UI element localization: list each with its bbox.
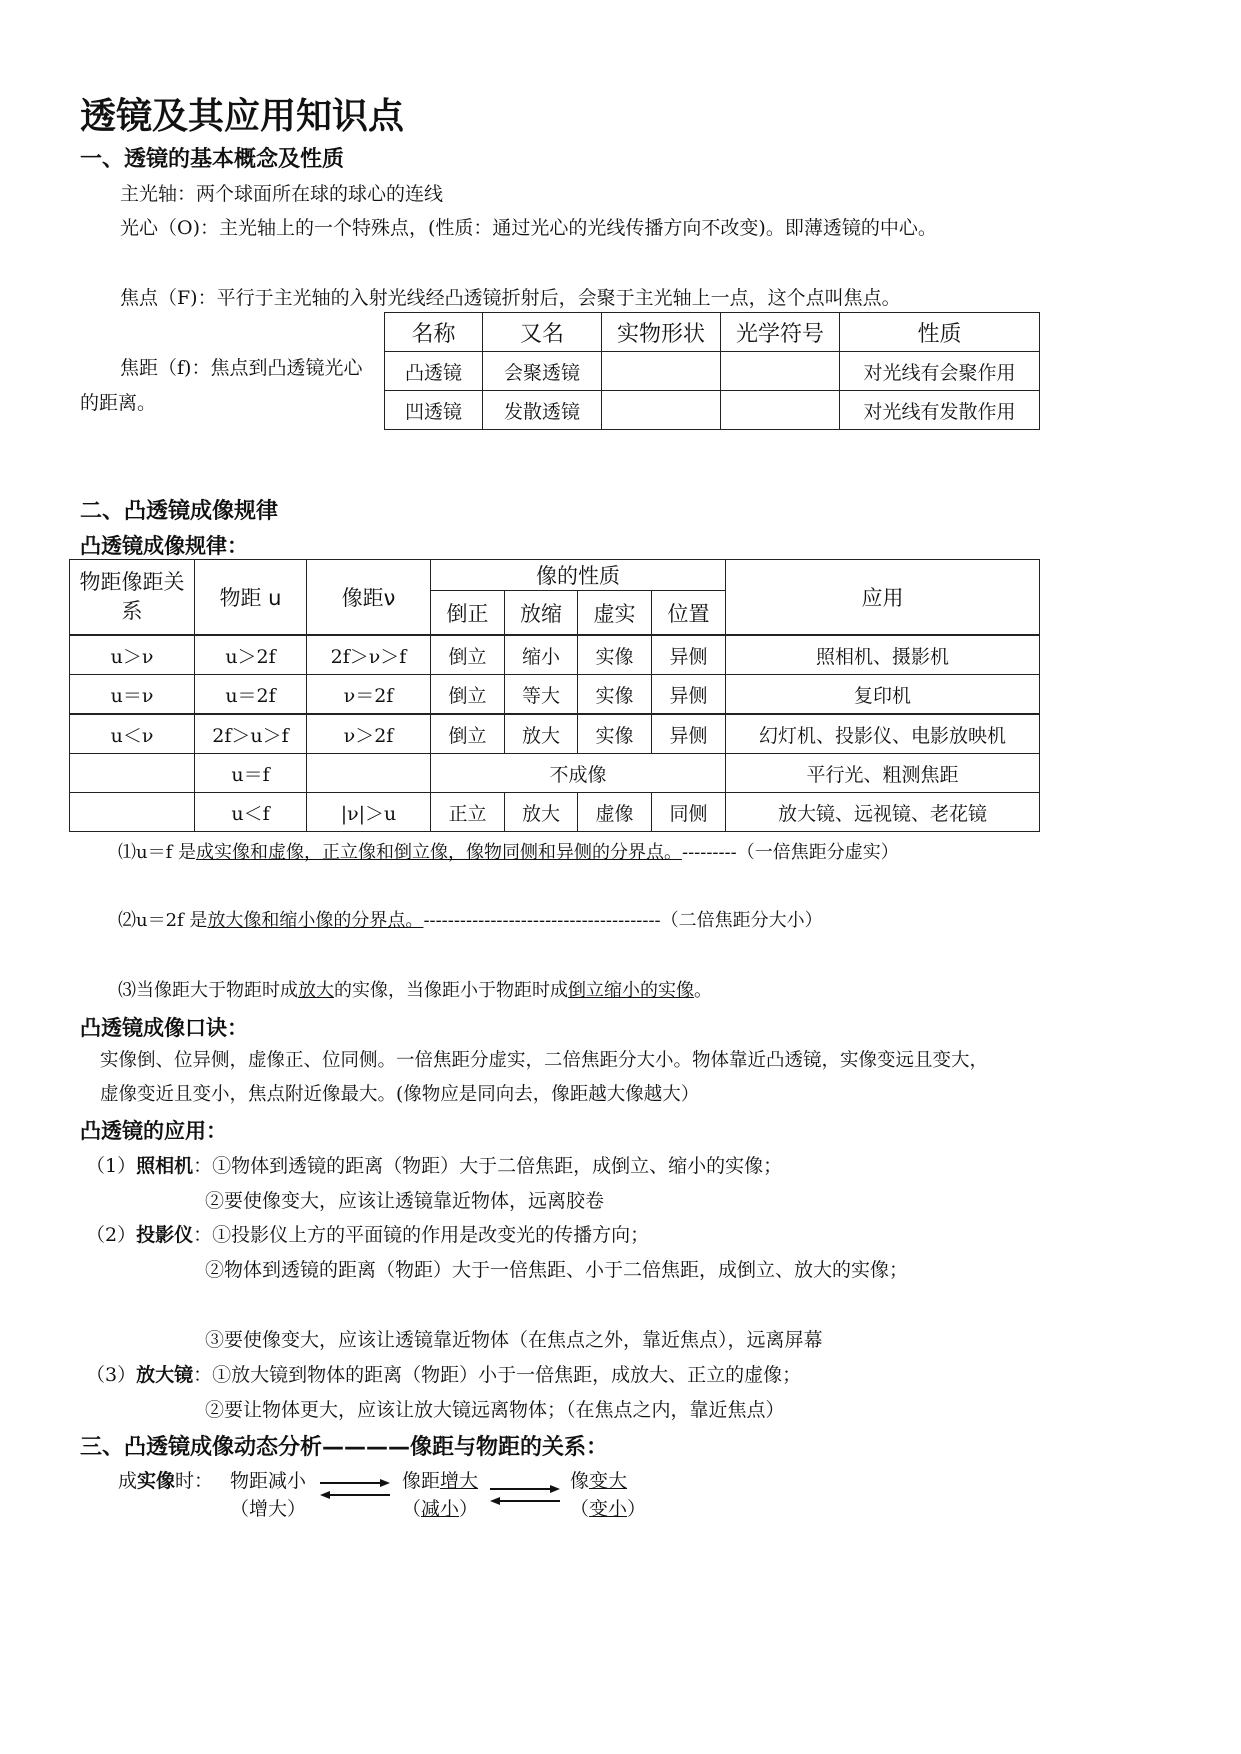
app-camera [86, 1151, 782, 1178]
table-cell: 异侧 [652, 635, 726, 675]
note-3 [118, 976, 712, 1002]
object-distance-decrease: 物距减小 [230, 1470, 307, 1492]
table-cell: 照相机、摄影机 [726, 635, 1040, 675]
table-cell [602, 352, 721, 391]
image-distance-label: 像距 [402, 1470, 441, 1492]
table-cell: 放大 [505, 793, 578, 832]
table-cell: u＝ν [70, 675, 195, 715]
table-cell: u＞2f [195, 635, 307, 675]
app-camera-line-2: ②要使像变大，应该让透镜靠近物体，远离胶卷 [205, 1190, 605, 1212]
table-cell: 不成像 [431, 754, 726, 793]
table-cell: 2f＞u＞f [195, 714, 307, 754]
table-row [385, 391, 1040, 430]
note-3-middle: 的实像，当像距小于物距时成 [334, 980, 568, 1001]
image-distance-decrease [402, 1494, 478, 1521]
table-cell: 幻灯机、投影仪、电影放映机 [726, 714, 1040, 754]
double-arrow-icon [318, 1476, 392, 1502]
app-magnifier [86, 1360, 801, 1387]
table-cell: u＝2f [195, 675, 307, 715]
table-cell: 实像 [578, 635, 652, 675]
lens-table-header: 又名 [483, 313, 602, 352]
app-projector-line-2: ②物体到透镜的距离（物距）大于一倍焦距、小于二倍焦距，成倒立、放大的实像； [205, 1259, 909, 1281]
applications-heading: 凸透镜的应用： [80, 1119, 227, 1143]
table-cell [70, 793, 195, 832]
dynamic-lead-c: 时： [175, 1470, 214, 1492]
image-size-decrease [570, 1494, 646, 1521]
table-row [70, 675, 1040, 715]
table-cell: 倒立 [431, 635, 505, 675]
optical-center-text: 光心（O)：主光轴上的一个特殊点，(性质：通过光心的光线传播方向不改变)。即薄透镜的中心。 [120, 217, 937, 239]
note-3-underlined-1: 放大 [298, 980, 334, 1001]
image-distance-decrease-word: 减小 [421, 1498, 460, 1520]
paren-close: ） [627, 1498, 647, 1520]
table-row [70, 635, 1040, 675]
table-cell: ν＞2f [307, 714, 431, 754]
table-cell [721, 352, 840, 391]
dynamic-lead-a: 成 [118, 1470, 138, 1492]
table-cell: 虚像 [578, 793, 652, 832]
table-cell: 对光线有发散作用 [840, 391, 1040, 430]
paren-open: （ [570, 1498, 590, 1520]
section-3-heading: 三、凸透镜成像动态分析————像距与物距的关系： [80, 1435, 609, 1460]
table-cell: 实像 [578, 675, 652, 715]
table-cell: 倒立 [431, 714, 505, 754]
table-cell: 对光线有会聚作用 [840, 352, 1040, 391]
subheader-orientation: 倒正 [431, 591, 505, 635]
note-1-tail: ---------（一倍焦距分虚实） [681, 842, 899, 863]
lens-table-header: 名称 [385, 313, 483, 352]
table-cell: 倒立 [431, 675, 505, 715]
header-object-distance: 物距 u [195, 560, 307, 636]
app-camera-line-1: ：①物体到透镜的距离（物距）大于二倍焦距，成倒立、缩小的实像； [193, 1155, 783, 1177]
table-cell: |ν|＞u [307, 793, 431, 832]
image-size-increase [570, 1466, 627, 1493]
subheader-position: 位置 [652, 591, 726, 635]
focal-length-text-2: 的距离。 [80, 392, 157, 414]
table-cell [602, 391, 721, 430]
image-label: 像 [570, 1470, 590, 1492]
table-cell: u＜ν [70, 714, 195, 754]
table-cell: 凸透镜 [385, 352, 483, 391]
table-cell: 平行光、粗测焦距 [726, 754, 1040, 793]
table-cell: u＝f [195, 754, 307, 793]
mnemonic-heading: 凸透镜成像口诀： [80, 1016, 248, 1040]
table-row [385, 352, 1040, 391]
app-projector-line-1: ：①投影仪上方的平面镜的作用是改变光的传播方向； [193, 1224, 650, 1246]
header-application: 应用 [726, 560, 1040, 636]
table-cell: 放大镜、远视镜、老花镜 [726, 793, 1040, 832]
table-cell: 异侧 [652, 675, 726, 715]
table-row [70, 754, 1040, 793]
lens-table-header: 性质 [840, 313, 1040, 352]
lens-table-header: 实物形状 [602, 313, 721, 352]
lens-table-header-row [385, 313, 1040, 352]
object-distance-increase: （增大） [230, 1498, 307, 1520]
table-cell: 异侧 [652, 714, 726, 754]
app-magnifier-line-2: ②要让物体更大，应该让放大镜远离物体；（在焦点之内，靠近焦点） [205, 1399, 785, 1421]
table-cell: 等大 [505, 675, 578, 715]
note-2-underlined: 放大像和缩小像的分界点。 [207, 910, 424, 931]
image-distance-increase-word: 增大 [440, 1470, 479, 1492]
app-projector-number: （2） [86, 1224, 137, 1246]
image-size-decrease-word: 变小 [589, 1498, 628, 1520]
table-cell: 发散透镜 [483, 391, 602, 430]
app-projector-name: 投影仪 [136, 1224, 194, 1246]
app-magnifier-number: （3） [86, 1364, 137, 1386]
subheader-real-virtual: 虚实 [578, 591, 652, 635]
table-cell: 放大 [505, 714, 578, 754]
section-1-heading: 一、透镜的基本概念及性质 [80, 147, 345, 172]
note-2 [118, 906, 823, 932]
focal-length-text-1: 焦距（f)：焦点到凸透镜光心 [120, 357, 363, 379]
note-2-lead: ⑵u＝2f 是 [118, 910, 208, 931]
lens-type-table [384, 312, 1040, 430]
table-cell: u＜f [195, 793, 307, 832]
header-image-distance: 像距ν [307, 560, 431, 636]
principal-axis-text: 主光轴：两个球面所在球的球心的连线 [120, 183, 444, 205]
note-3-underlined-2: 倒立缩小的实像 [568, 980, 694, 1001]
table-cell: 凹透镜 [385, 391, 483, 430]
paren-close: ） [459, 1498, 479, 1520]
app-magnifier-name: 放大镜 [136, 1364, 194, 1386]
double-arrow-icon [488, 1482, 562, 1508]
note-2-tail: ---------------------------------------（二倍焦距分大小） [423, 910, 823, 931]
header-distance-relation: 物距像距关系 [70, 560, 195, 636]
table-cell: ν＝2f [307, 675, 431, 715]
subheader-size: 放缩 [505, 591, 578, 635]
note-1 [118, 838, 899, 864]
app-camera-name: 照相机 [136, 1155, 194, 1177]
page-title: 透镜及其应用知识点 [80, 96, 405, 137]
table-cell: 会聚透镜 [483, 352, 602, 391]
app-projector [86, 1220, 649, 1247]
image-distance-increase [402, 1466, 478, 1493]
imaging-table-header-row [70, 560, 1040, 591]
image-size-increase-word: 变大 [589, 1470, 628, 1492]
table-cell [307, 754, 431, 793]
note-3-lead: ⑶当像距大于物距时成 [118, 980, 298, 1001]
table-cell: u＞ν [70, 635, 195, 675]
note-1-lead: ⑴u＝f 是 [118, 842, 196, 863]
paren-open: （ [402, 1498, 422, 1520]
table-cell: 同侧 [652, 793, 726, 832]
focus-text: 焦点（F)：平行于主光轴的入射光线经凸透镜折射后，会聚于主光轴上一点，这个点叫焦点。 [120, 287, 901, 309]
table-row [70, 793, 1040, 832]
app-projector-line-3: ③要使像变大，应该让透镜靠近物体（在焦点之外，靠近焦点），远离屏幕 [205, 1329, 823, 1351]
dynamic-lead-real-image: 实像 [137, 1470, 176, 1492]
app-magnifier-line-1: ：①放大镜到物体的距离（物距）小于一倍焦距，成放大、正立的虚像； [193, 1364, 802, 1386]
table-cell: 2f＞ν＞f [307, 635, 431, 675]
lens-table-header: 光学符号 [721, 313, 840, 352]
table-row [70, 714, 1040, 754]
dynamic-lead [118, 1466, 213, 1493]
note-1-underlined: 成实像和虚像，正立像和倒立像，像物同侧和异侧的分界点。 [195, 842, 682, 863]
table-cell: 缩小 [505, 635, 578, 675]
table-cell: 正立 [431, 793, 505, 832]
header-image-nature: 像的性质 [431, 560, 726, 591]
section-2-heading: 二、凸透镜成像规律 [80, 499, 279, 524]
note-3-tail: 。 [694, 980, 712, 1001]
app-camera-number: （1） [86, 1155, 137, 1177]
mnemonic-line-1: 实像倒、位异侧，虚像正、位同侧。一倍焦距分虚实，二倍焦距分大小。物体靠近凸透镜，实像变远且变大， [100, 1050, 989, 1071]
mnemonic-line-2: 虚像变近且变小，焦点附近像最大。(像物应是同向去，像距越大像越大） [100, 1084, 700, 1105]
table-cell: 实像 [578, 714, 652, 754]
imaging-rules-subheading: 凸透镜成像规律： [80, 534, 248, 558]
table-cell [721, 391, 840, 430]
imaging-rules-table [69, 559, 1040, 832]
table-cell [70, 754, 195, 793]
table-cell: 复印机 [726, 675, 1040, 715]
